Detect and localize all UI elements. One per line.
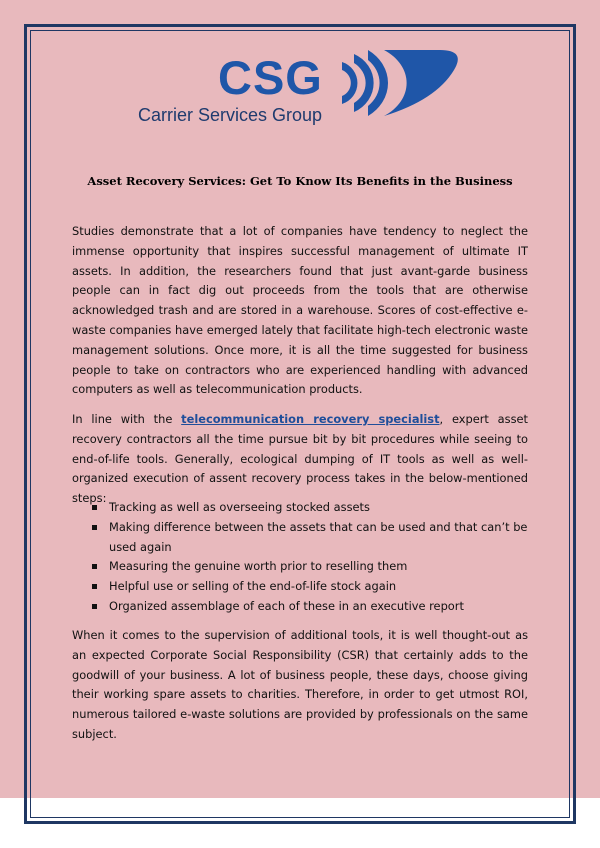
list-item-text: Making difference between the assets that can be used and that can’t be used again: [109, 519, 528, 554]
bullet-square-icon: [92, 604, 97, 609]
list-item: [92, 518, 528, 558]
list-item-text: Helpful use or selling of the end-of-life stock again: [109, 579, 397, 594]
list-item: [92, 597, 528, 617]
bullet-square-icon: [92, 525, 97, 530]
paragraph-2-lead: In line with the: [72, 412, 182, 426]
logo-brand-text: CSG: [218, 51, 323, 104]
bullet-square-icon: [92, 564, 97, 569]
paragraph-2: [72, 410, 528, 509]
paragraph-2-text: [72, 410, 528, 509]
steps-list: [92, 498, 528, 617]
document-title: Asset Recovery Services: Get To Know Its Benefits in the Business: [87, 174, 513, 188]
bullet-square-icon: [92, 505, 97, 510]
list-item-text: Organized assemblage of each of these in an executive report: [109, 598, 464, 613]
paragraph-3-text: When it comes to the supervision of additional tools, it is well thought-out as an expected Corporate Social Responsibility (CSR) that certainly adds to the goodwill of your business. A lot of business people, these days, choose giving their working spare assets to charities. Therefore, in order to get utmost ROI, numerous tailored e-waste solutions are provided by professionals on the same subject.: [72, 628, 528, 741]
logo-swoosh-icon: [336, 50, 466, 116]
list-item: [92, 577, 528, 597]
paragraph-1: [72, 222, 528, 400]
paragraph-3: [72, 626, 528, 745]
list-item-text: Measuring the genuine worth prior to reselling them: [109, 559, 408, 574]
logo-tagline: Carrier Services Group: [138, 105, 323, 125]
list-item: [92, 557, 528, 577]
csg-logo: [136, 48, 466, 134]
paragraph-1-text: Studies demonstrate that a lot of companies have tendency to neglect the immense opportunity that inspires successful management of ultimate IT assets. In addition, the researchers found that just avant-garde business people can in fact dig out proceeds from the tools that are otherwise acknowledged trash and are stored in a warehouse. Scores of cost-effective e-waste companies have emerged lately that facilitate high-tech electronic waste management solutions. Once more, it is all the time suggested for business people to take on contractors who are experienced handling with advanced computers as well as telecommunication products.: [72, 224, 528, 397]
bullet-square-icon: [92, 584, 97, 589]
paragraph-2-rest: , expert asset recovery contractors all the time pursue bit by bit procedures while seeing to end-of-life tools. Generally, ecological dumping of IT tools as well as well-organized execution of assent recovery process takes in the below-mentioned steps:: [72, 412, 529, 506]
list-item: [92, 498, 528, 518]
telecom-recovery-link[interactable]: telecommunication recovery specialist: [181, 412, 440, 426]
list-item-text: Tracking as well as overseeing stocked assets: [109, 500, 370, 514]
